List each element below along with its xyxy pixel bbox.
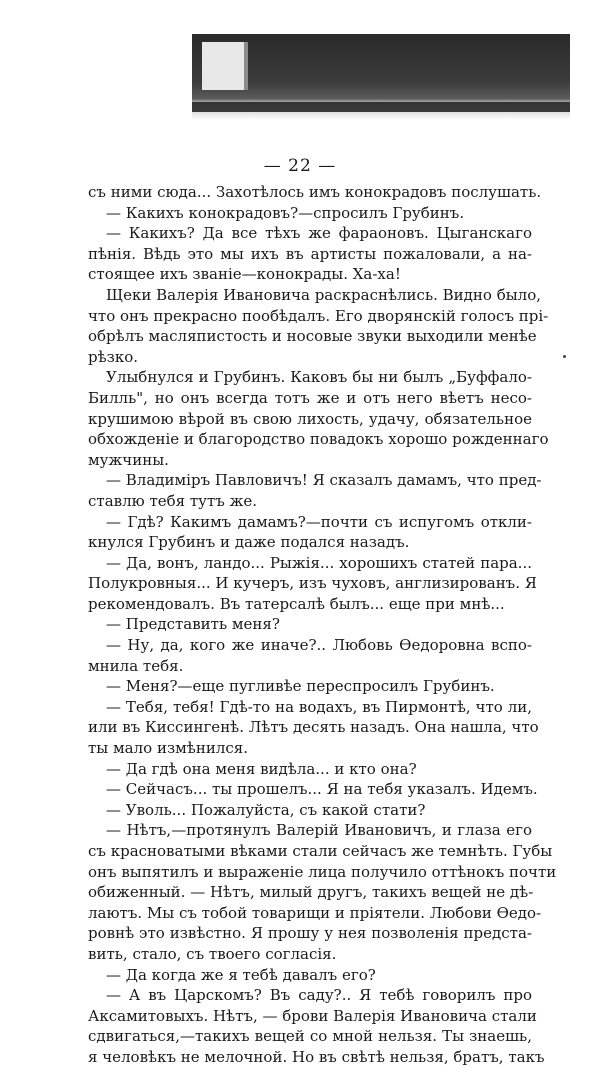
text-line: крушимою вѣрой въ свою лихость, удачу, обязательное (88, 409, 532, 428)
text-line: Улыбнулся и Грубинъ. Каковъ бы ни былъ „Буффало- (106, 368, 532, 387)
text-line: — Какихъ? Да все тѣхъ же фараоновъ. Цыганскаго (106, 224, 532, 243)
text-line: я человѣкъ не мелочной. Но въ свѣтѣ нельзя, братъ, такъ (88, 1047, 545, 1066)
text-line: — Представить меня? (106, 615, 280, 634)
text-line: ставлю тебя тутъ же. (88, 491, 258, 510)
text-line: — Ну, да, кого же иначе?.. Любовь Ѳедоровна вспо- (106, 636, 532, 655)
text-line: ты мало измѣнился. (88, 739, 248, 758)
text-line: — Да когда же я тебѣ давалъ его? (106, 965, 376, 984)
text-line: — Владиміръ Павловичъ! Я сказалъ дамамъ, что пред- (106, 471, 542, 490)
text-line: кнулся Грубинъ и даже подался назадъ. (88, 533, 410, 552)
text-line: Щеки Валерія Ивановича раскраснѣлись. Видно было, (106, 285, 541, 304)
text-line: — Да, вонъ, ландо... Рыжія... хорошихъ статей пара... (106, 553, 532, 572)
text-line: онъ выпятилъ и выраженіе лица получило оттѣнокъ почти (88, 862, 557, 881)
text-line: мнила тебя. (88, 656, 184, 675)
page-body-text (88, 182, 557, 1068)
text-line: — Меня?—еще пугливѣе переспросилъ Грубинъ. (106, 677, 495, 696)
text-line: съ красноватыми вѣками стали сейчасъ же темнѣть. Губы (88, 842, 553, 860)
text-line: — Да гдѣ она меня видѣла... и кто она? (106, 759, 417, 778)
text-line: Полукровныя... И кучеръ, изъ чуховъ, англизированъ. Я (88, 574, 537, 593)
text-line: ровнѣ это извѣстно. Я прошу у нея позволенія предста- (88, 924, 532, 943)
text-line: — А въ Царскомъ? Въ саду?.. Я тебѣ говорилъ про (106, 986, 532, 1005)
page-number: — 22 — (263, 156, 337, 176)
text-line: лаютъ. Мы съ тобой товарищи и пріятели. Любови Ѳедо- (88, 903, 542, 922)
scan-light-patch (202, 42, 248, 90)
text-line: съ ними сюда... Захотѣлось имъ конокрадовъ послушать. (88, 183, 542, 201)
text-line: пѣнія. Вѣдь это мы ихъ въ артисты пожаловали, а на- (88, 244, 532, 263)
text-line: — Нѣтъ,—протянулъ Валерій Ивановичъ, и глаза его (106, 821, 532, 840)
text-line: сдвигаться,—такихъ вещей со мной нельзя. Ты знаешь, (88, 1027, 532, 1046)
text-line: или въ Киссингенѣ. Лѣтъ десять назадъ. Она нашла, что (88, 718, 539, 737)
text-line: обиженный. — Нѣтъ, милый другъ, такихъ вещей не дѣ- (88, 883, 534, 902)
text-line: Билль", но онъ всегда тотъ же и отъ него вѣетъ несо- (88, 388, 532, 407)
text-line: — Гдѣ? Какимъ дамамъ?—почти съ испугомъ откли- (106, 512, 532, 531)
text-line: стоящее ихъ званіе—конокрады. Ха-ха! (88, 265, 401, 284)
text-line: Аксамитовыхъ. Нѣтъ, — брови Валерія Ивановича стали (88, 1006, 537, 1025)
scanned-margin-strip (192, 34, 570, 120)
text-line: рѣзко. (88, 347, 139, 366)
text-line: обхожденіе и благородство повадокъ хорошо рожденнаго (88, 430, 549, 449)
text-line: — Сейчасъ... ты прошелъ... Я на тебя указалъ. Идемъ. (106, 780, 538, 799)
text-line: — Тебя, тебя! Гдѣ-то на водахъ, въ Пирмонтѣ, что ли, (106, 697, 532, 716)
text-line: мужчины. (88, 450, 169, 469)
text-line: что онъ прекрасно пообѣдалъ. Его дворянскій голосъ прі- (88, 306, 549, 325)
text-line: обрѣлъ масляпистость и носовые звуки выходили менѣе (88, 327, 537, 346)
text-line: — Какихъ конокрадовъ?—спросилъ Грубинъ. (106, 203, 465, 222)
text-line: вить, стало, съ твоего согласія. (88, 944, 337, 963)
text-line: — Уволь... Пожалуйста, съ какой стати? (106, 800, 426, 819)
ink-speck (563, 355, 566, 358)
scan-dark-edge (192, 102, 570, 112)
text-line: рекомендовалъ. Въ татерсалѣ былъ... еще при мнѣ... (88, 594, 505, 613)
